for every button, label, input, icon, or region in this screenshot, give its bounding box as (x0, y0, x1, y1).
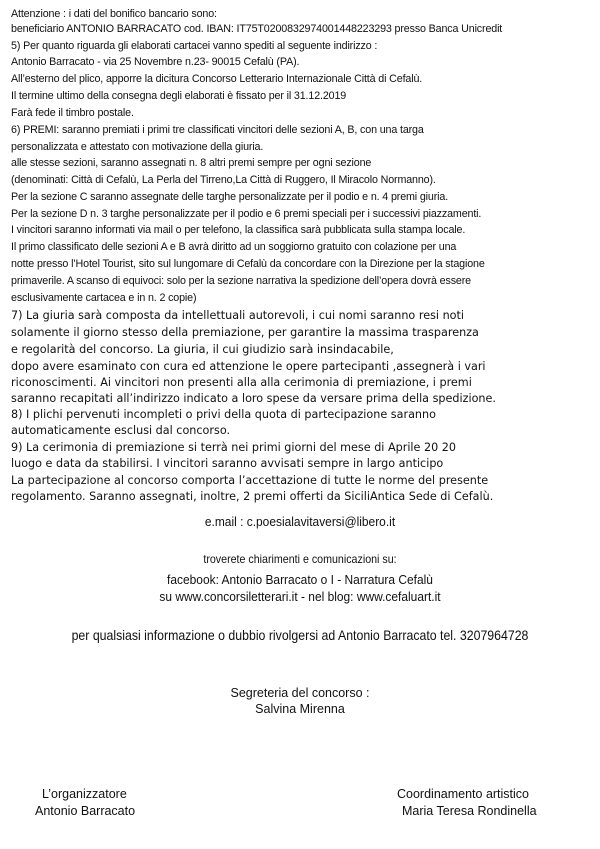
rule-6-line: Per la sezione C saranno assegnate delle targhe personalizzate per il podio e n. 4 premi giuria. (11, 191, 449, 203)
rule-5-line: Antonio Barracato - via 25 Novembre n.23- 90015 Cefalù (PA). (11, 56, 300, 68)
organizer-name: Antonio Barracato (35, 804, 136, 818)
rule-9-line: La partecipazione al concorso comporta l’accettazione di tutte le norme del presente (11, 474, 489, 487)
rule-8-line: 8) I plichi pervenuti incompleti o privi della quota di partecipazione saranno (11, 408, 436, 421)
artistic-coordination-role: Coordinamento artistico (397, 787, 530, 801)
secretariat-title: Segreteria del concorso : (230, 686, 370, 700)
rule-6-line: Il primo classificato delle sezioni A e B avrà diritto ad un soggiorno gratuito con colazione per una (11, 241, 457, 253)
rule-7-line: saranno recapitati all’indirizzo indicato a loro spese da versare prima della spedizione. (11, 392, 496, 405)
organizer-role: L’organizzatore (42, 787, 127, 801)
rule-8-line: automaticamente esclusi dal concorso. (11, 424, 231, 437)
bank-details: beneficiario ANTONIO BARRACATO cod. IBAN: IT75T0200832974001448223293 presso Banca Unicredit (11, 23, 503, 35)
contact-web: su www.concorsiletterari.it - nel blog: www.cefaluart.it (159, 589, 441, 604)
rule-6-line: (denominati: Città di Cefalù, La Perla del Tirreno,La Città di Ruggero, Il Miracolo Normanno). (11, 174, 436, 186)
contact-email: e.mail : c.poesialavitaversi@libero.it (204, 514, 396, 529)
rule-6-line: primaverile. A scanso di equivoci: solo per la sezione narrativa la spedizione dell’opera dovrà essere (11, 275, 471, 287)
rule-7-line: dopo avere esaminato con cura ed attenzione le opere partecipanti ,assegnerà i vari (11, 360, 486, 373)
rule-5-line: All’esterno del plico, apporre la dicitura Concorso Letterario Internazionale Città di Cefalù. (11, 73, 423, 85)
contact-intro: troverete chiarimenti e comunicazioni su: (203, 553, 397, 566)
rule-6-line: notte presso l’Hotel Tourist, sito sul lungomare di Cefalù da concordare con la Direzione per la stagione (11, 258, 485, 270)
rule-9-line: luogo e data da stabilirsi. I vincitori saranno avvisati sempre in largo anticipo (11, 457, 444, 470)
rule-7-line: 7) La giuria sarà composta da intellettuali autorevoli, i cui nomi saranno resi noti (11, 309, 464, 322)
rule-6-line: 6) PREMI: saranno premiati i primi tre classificati vincitori delle sezioni A, B, con una targa (11, 124, 424, 136)
rule-9-line: regolamento. Saranno assegnati, inoltre, 2 premi offerti da SiciliAntica Sede di Cefalù. (11, 490, 494, 503)
rule-5-line: Il termine ultimo della consegna degli elaborati è fissato per il 31.12.2019 (11, 90, 347, 102)
rule-6-line: Per la sezione D n. 3 targhe personalizzate per il podio e 6 premi speciali per i successivi piazzamenti. (11, 208, 482, 220)
rule-5-line: 5) Per quanto riguarda gli elaborati cartacei vanno spediti al seguente indirizzo : (11, 40, 378, 52)
rule-6-line: personalizzata e attestato con motivazione della giuria. (11, 141, 264, 153)
intro-heading: Attenzione : i dati del bonifico bancario sono: (11, 8, 217, 20)
contact-info-phone: per qualsiasi informazione o dubbio rivolgersi ad Antonio Barracato tel. 3207964728 (71, 627, 529, 643)
rule-6-line: alle stesse sezioni, saranno assegnati n. 8 altri premi sempre per ogni sezione (11, 157, 372, 169)
contact-facebook: facebook: Antonio Barracato o I - Narratura Cefalù (167, 572, 433, 587)
rule-6-line: I vincitori saranno informati via mail o per telefono, la classifica sarà pubblicata sulla stampa locale. (11, 224, 466, 236)
rule-7-line: solamente il giorno stesso della premiazione, per garantire la massima trasparenza (11, 326, 479, 339)
rule-7-line: riconoscimenti. Ai vincitori non presenti alla alla cerimonia di premiazione, i premi (11, 376, 472, 389)
rule-5-line: Farà fede il timbro postale. (11, 107, 134, 119)
rule-7-line: e regolarità del concorso. La giuria, il cui giudizio sarà insindacabile, (11, 343, 394, 356)
secretariat-name: Salvina Mirenna (255, 702, 345, 716)
rule-6-line: esclusivamente cartacea e in n. 2 copie) (11, 292, 197, 304)
rule-9-line: 9) La cerimonia di premiazione si terrà nei primi giorni del mese di Aprile 20 20 (11, 441, 456, 454)
artistic-coordination-name: Maria Teresa Rondinella (402, 804, 537, 818)
